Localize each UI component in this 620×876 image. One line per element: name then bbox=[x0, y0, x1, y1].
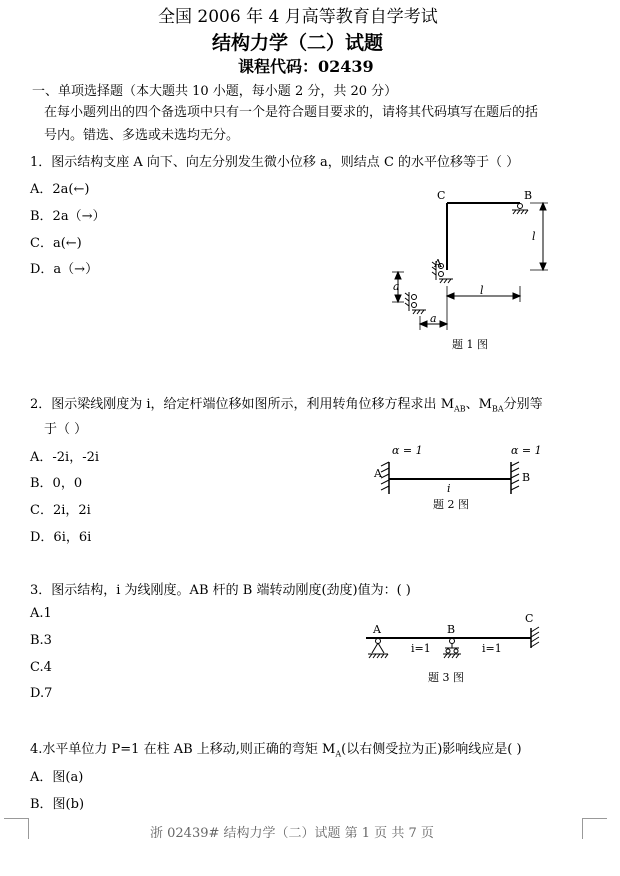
figure-2-label-i: i bbox=[447, 482, 451, 495]
question-3-option-a: A.1 bbox=[30, 606, 52, 621]
figure-2-alpha-b: α = 1 bbox=[511, 444, 542, 457]
question-1-option-b: B．2a（→） bbox=[30, 209, 106, 224]
question-4-option-b: B．图(b) bbox=[30, 797, 85, 812]
question-3-option-c: C.4 bbox=[30, 660, 52, 675]
question-1-stem: 1．图示结构支座 A 向下、向左分别发生微小位移 a，则结点 C 的水平位移等于（ ） bbox=[30, 155, 520, 170]
figure-1-dim-a-vertical: a bbox=[393, 280, 400, 293]
question-4-stem bbox=[30, 738, 522, 759]
figure-1-dim-l-vertical: l bbox=[532, 230, 536, 243]
question-2-stem-end: 分别等 bbox=[503, 397, 543, 412]
figure-1-label-a: A bbox=[434, 257, 442, 270]
question-4-sub-a: A bbox=[335, 749, 342, 759]
page-corner-left bbox=[4, 818, 29, 839]
question-1-option-c: C．a(←) bbox=[30, 236, 82, 251]
figure-2-alpha-a: α = 1 bbox=[392, 444, 423, 457]
figure-3-stiffness-bc: i=1 bbox=[482, 642, 502, 655]
figure-1-dim-a-horizontal: a bbox=[430, 312, 437, 325]
figure-1-caption: 题 1 图 bbox=[452, 338, 488, 351]
figure-3-caption: 题 3 图 bbox=[428, 671, 464, 684]
figure-1-dim-l-horizontal: l bbox=[480, 284, 484, 297]
question-1-option-a: A．2a(←) bbox=[30, 182, 90, 197]
page-footer: 浙 02439# 结构力学（二）试题 第 1 页 共 7 页 bbox=[150, 826, 434, 841]
question-3-stem: 3．图示结构，i 为线刚度。AB 杆的 B 端转动刚度(劲度)值为：( ) bbox=[30, 583, 411, 598]
exam-header: 全国 2006 年 4 月高等教育自学考试 bbox=[158, 7, 438, 27]
question-2-option-b: B．0，0 bbox=[30, 476, 83, 491]
question-2-option-a: A．-2i，-2i bbox=[30, 450, 100, 465]
question-4-stem-end: (以右侧受拉为正)影响线应是( ) bbox=[341, 742, 522, 757]
question-1-option-d: D．a（→） bbox=[30, 262, 99, 277]
figure-2-caption: 题 2 图 bbox=[433, 498, 469, 511]
page-title: 结构力学（二）试题 bbox=[212, 32, 384, 54]
section-instructions-2: 号内。错选、多选或未选均无分。 bbox=[44, 128, 240, 143]
course-code: 课程代码：02439 bbox=[238, 57, 374, 76]
question-4-option-a: A．图(a) bbox=[30, 770, 84, 785]
figure-2-label-a: A bbox=[374, 467, 382, 480]
figure-3-label-a: A bbox=[373, 623, 381, 636]
question-2-sub-ba: BA bbox=[491, 404, 504, 414]
section-instructions-1: 在每小题列出的四个备选项中只有一个是符合题目要求的，请将其代码填写在题后的括 bbox=[44, 105, 539, 120]
question-4-stem-text: 4.水平单位力 P=1 在柱 AB 上移动,则正确的弯矩 M bbox=[30, 742, 336, 757]
question-3-option-d: D.7 bbox=[30, 686, 53, 701]
figure-2-label-b: B bbox=[522, 471, 531, 484]
question-2-stem-line2: 于（ ） bbox=[44, 422, 88, 437]
question-2-sub-ab: AB bbox=[454, 404, 466, 414]
figure-1-label-c: C bbox=[437, 189, 446, 202]
section-title: 一、单项选择题（本大题共 10 小题，每小题 2 分，共 20 分） bbox=[32, 84, 398, 99]
figure-1-label-b: B bbox=[524, 189, 533, 202]
question-2-option-c: C．2i，2i bbox=[30, 503, 91, 518]
figure-3-stiffness-ab: i=1 bbox=[411, 642, 431, 655]
question-3-option-b: B.3 bbox=[30, 633, 52, 648]
page-corner-right bbox=[582, 818, 607, 839]
question-2-option-d: D．6i，6i bbox=[30, 530, 92, 545]
figure-3-label-b: B bbox=[447, 623, 456, 636]
figure-3-label-c: C bbox=[525, 612, 534, 625]
question-2-stem-text: 2．图示梁线刚度为 i，给定杆端位移如图所示，利用转角位移方程求出 M bbox=[30, 397, 455, 412]
question-2-stem-mid: 、M bbox=[465, 397, 492, 412]
